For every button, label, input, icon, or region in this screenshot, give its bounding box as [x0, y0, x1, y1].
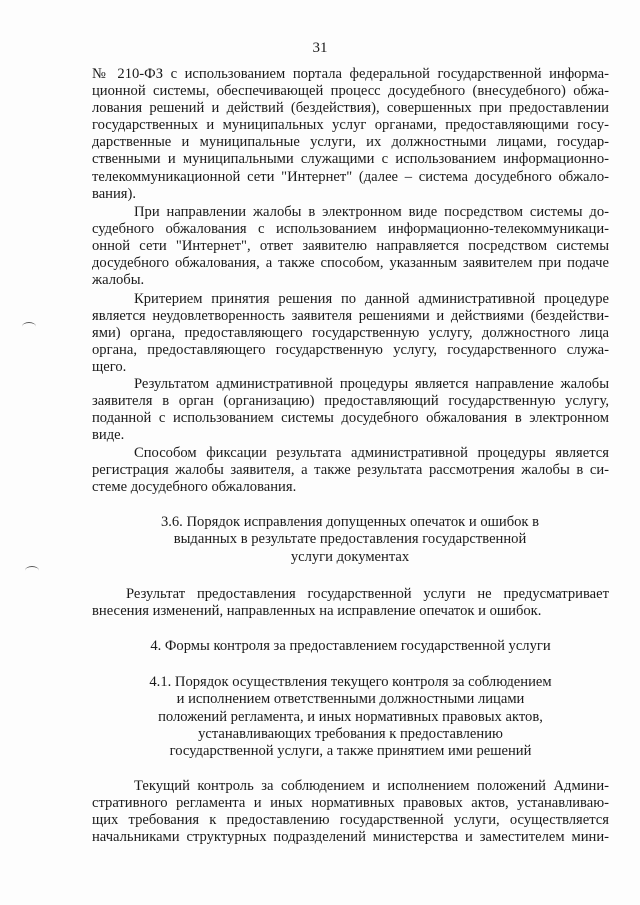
text-line: Результатом административной процедуры является направление жалобы — [134, 376, 609, 392]
heading-line: 4.1. Порядок осуществления текущего контроля за соблюдением — [149, 674, 552, 690]
text-line: начальниками структурных подразделений министерства и заместителем мини- — [92, 829, 609, 846]
text-line: Результат предоставления государственной услуги не предусматривает — [126, 586, 609, 602]
text-line: является неудовлетворенность заявителя решениями и действиями (бездействи- — [92, 308, 609, 325]
text-line: стративного регламента и иных нормативных правовых актов, устанавливаю- — [92, 795, 609, 812]
text-line: щего. — [92, 359, 127, 376]
margin-mark — [25, 566, 39, 575]
text-line: ственными и муниципальными служащими с использованием информационно- — [92, 151, 609, 168]
paragraph-decision-criterion — [92, 291, 609, 376]
text-line: жалобы. — [92, 272, 145, 289]
text-line: виде. — [92, 427, 125, 444]
text-line: Критерием принятия решения по данной административной процедуре — [134, 291, 609, 307]
text-line: заявителя в орган (организацию) предоставляющий государственную услугу, — [92, 393, 609, 410]
text-line: лования решений и действий (бездействия), совершенных при предоставлении — [92, 100, 609, 117]
text-line: При направлении жалобы в электронном виде посредством системы до- — [134, 204, 609, 220]
text-line: № 210-ФЗ с использованием портала федеральной государственной информа- — [92, 66, 609, 82]
paragraph-fixation-method — [92, 445, 609, 496]
heading-line: устанавливающих требования к предоставлению — [198, 725, 503, 742]
text-line: досудебного обжалования, а также способом, указанным заявителем при подаче — [92, 255, 609, 272]
page-number: 31 — [312, 40, 328, 56]
text-line: поданной с использованием системы досудебного обжалования в электронном — [92, 410, 609, 427]
paragraph-electronic-complaint — [92, 204, 609, 289]
text-line: ями) органа, предоставляющего государственную услугу, должностного лица — [92, 325, 609, 342]
text-line: онной сети "Интернет", ответ заявителю направляется посредством системы — [92, 238, 609, 255]
paragraph-continuation — [92, 66, 609, 203]
text-line: органа, предоставляющего государственную услугу, государственного служа- — [92, 342, 609, 359]
margin-mark — [22, 322, 36, 331]
text-line: дарственные и муниципальные услуги, их должностными лицами, государ- — [92, 134, 609, 151]
text-line: Способом фиксации результата административной процедуры является — [134, 445, 609, 461]
heading-line: 4. Формы контроля за предоставлением государственной услуги — [150, 638, 551, 654]
text-line: регистрация жалобы заявителя, а также результата рассмотрения жалобы в си- — [92, 462, 609, 479]
section-heading-3-6 — [130, 514, 570, 566]
heading-line: и исполнением ответственными должностными лицами — [176, 691, 525, 708]
heading-line: положений регламента, и иных нормативных правовых актов, — [158, 708, 543, 725]
text-line: внесения изменений, направленных на исправление опечаток и ошибок. — [92, 603, 542, 620]
text-line: вания). — [92, 185, 137, 202]
text-line: стеме досудебного обжалования. — [92, 479, 297, 496]
heading-line: выданных в результате предоставления государственной — [173, 531, 527, 548]
section-heading-4 — [92, 638, 609, 655]
text-line: телекоммуникационной сети "Интернет" (далее – система досудебного обжало- — [92, 168, 609, 185]
heading-line: 3.6. Порядок исправления допущенных опечаток и ошибок в — [160, 514, 540, 530]
text-line: Текущий контроль за соблюдением и исполнением положений Админи- — [134, 778, 609, 794]
heading-line: услуги документах — [290, 548, 410, 565]
text-line: щих требования к предоставлению государственной услуги, осуществляется — [92, 812, 609, 829]
text-line: ционной системы, обеспечивающей процесс досудебного (внесудебного) обжа- — [92, 83, 609, 100]
text-line: государственных и муниципальных услуг органами, предоставляющими госу- — [92, 117, 609, 134]
text-line: судебного обжалования с использованием информационно-телекоммуникаци- — [92, 221, 609, 238]
paragraph-current-control — [92, 778, 609, 846]
paragraph-service-result — [92, 586, 609, 620]
section-heading-4-1 — [92, 674, 609, 760]
paragraph-procedure-result — [92, 376, 609, 444]
heading-line: государственной услуги, а также принятием ими решений — [169, 743, 532, 760]
